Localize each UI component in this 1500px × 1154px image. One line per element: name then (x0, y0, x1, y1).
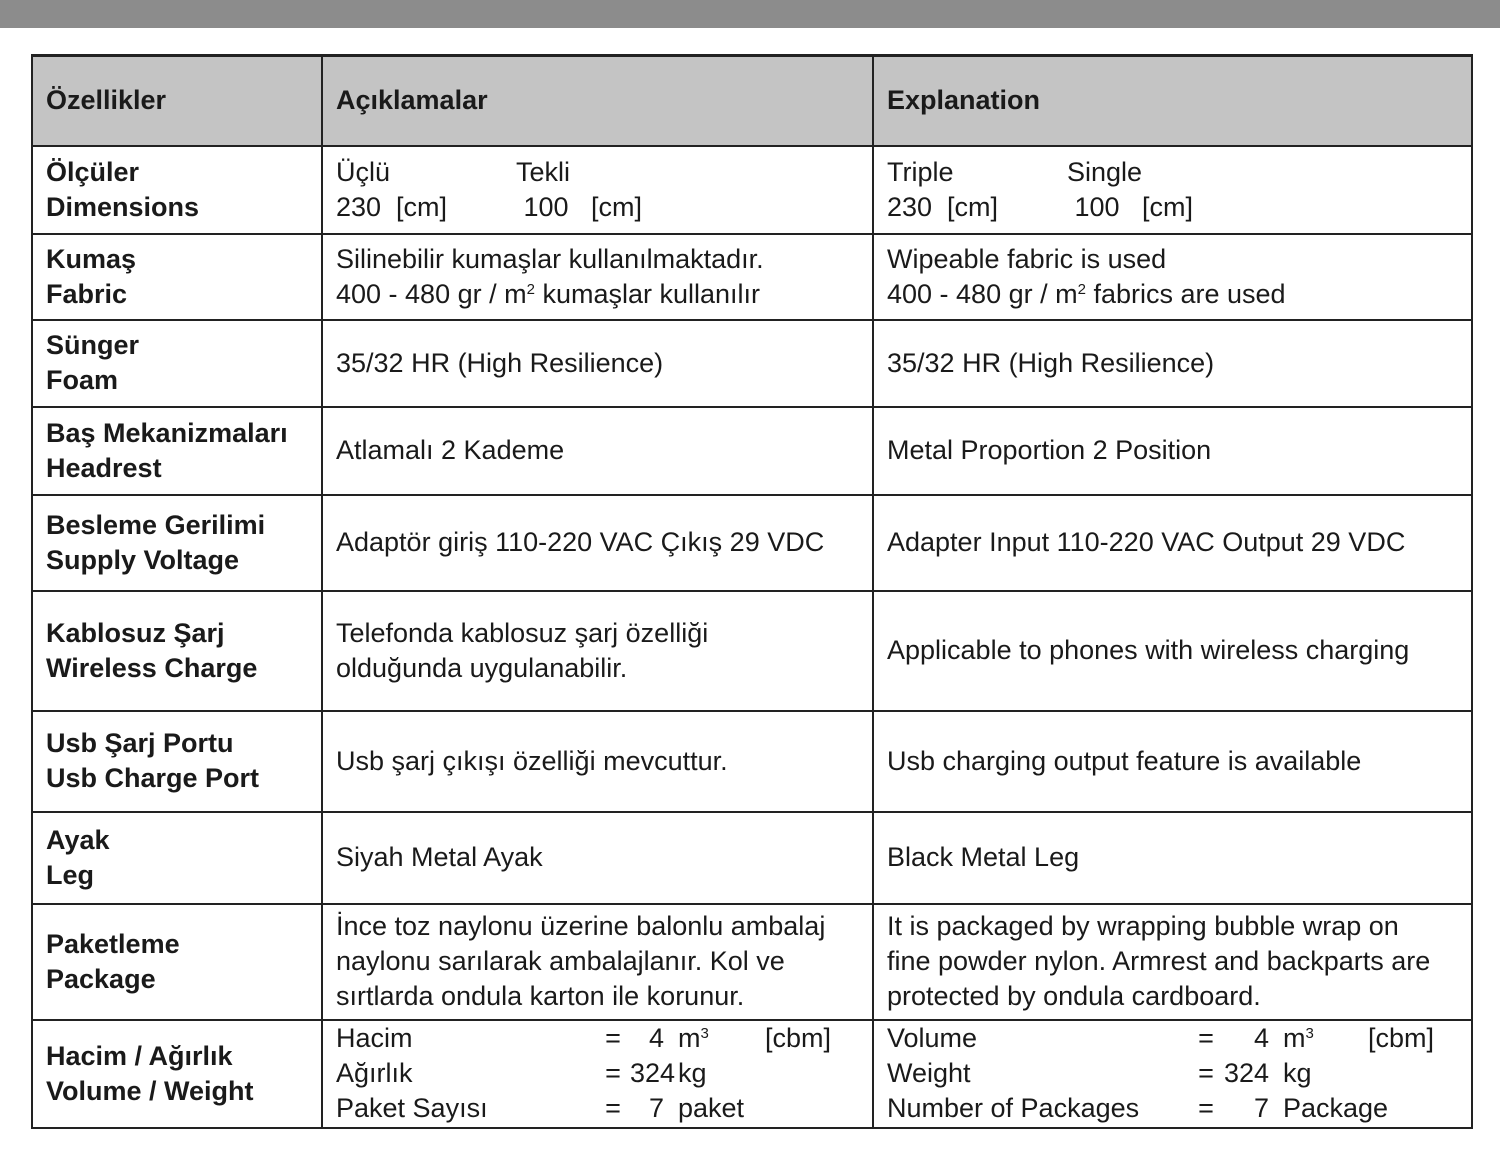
volume-weight-tr: Hacim = 4 $m^3$ [cbm] Ağırlık = 324 kg Paket Sayısı = 7 paket (322, 1020, 873, 1128)
row-fabric (32, 234, 1472, 320)
en-volume-value: 4 (1253, 1023, 1269, 1053)
foam-label-tr: Sünger (46, 330, 140, 360)
wireless-tr (322, 591, 873, 711)
volume-weight-en: Volume = 4 $m^3$ [cbm] Weight = 324 kg Number of Packages = 7 Package (873, 1020, 1472, 1128)
wireless-label (32, 591, 322, 711)
voltage-label-tr: Besleme Gerilimi (46, 509, 266, 540)
leg-en: Black Metal Leg (873, 812, 1472, 904)
tr-packages-label: Paket Sayısı (336, 1093, 488, 1123)
package-en (873, 904, 1472, 1020)
usb-label (32, 711, 322, 812)
row-dimensions (32, 146, 1472, 234)
leg-label (32, 812, 322, 904)
en-volume-unit: $m^3$ (1283, 1023, 1314, 1053)
wireless-en: Applicable to phones with wireless charging (873, 591, 1472, 711)
dimensions-label-tr: Ölçüler (46, 156, 140, 187)
wireless-label-tr: Kablosuz Şarj (46, 617, 225, 648)
wireless-tr-line2: olduğunda uygulanabilir. (336, 652, 628, 683)
row-leg (32, 812, 1472, 904)
fabric-label (32, 234, 322, 320)
row-headrest (32, 407, 1472, 495)
package-label (32, 904, 322, 1020)
en-packages-value: 7 (1253, 1093, 1269, 1123)
fabric-label-en: Fabric (46, 278, 128, 309)
foam-label (32, 320, 322, 407)
package-tr (322, 904, 873, 1020)
fabric-tr-line1: Silinebilir kumaşlar kullanılmaktadır. (336, 243, 764, 274)
volume-weight-label (32, 1020, 322, 1128)
leg-tr: Siyah Metal Ayak (322, 812, 873, 904)
row-volume-weight (32, 1020, 1472, 1128)
row-package (32, 904, 1472, 1020)
tr-packages-value: 7 (648, 1093, 664, 1123)
dimensions-label (32, 146, 322, 234)
leg-label-tr: Ayak (46, 824, 110, 855)
en-packages-unit: Package (1283, 1093, 1389, 1123)
package-tr-line1: İnce toz naylonu üzerine balonlu ambalaj (336, 911, 826, 941)
dimensions-tr-single: Tekli (516, 156, 571, 187)
tr-weight-label: Ağırlık (336, 1058, 413, 1088)
row-usb-charge-port (32, 711, 1472, 812)
fabric-tr (322, 234, 873, 320)
volume-weight-label-tr: Hacim / Ağırlık (46, 1040, 233, 1071)
package-en-line1: It is packaged by wrapping bubble wrap on (887, 911, 1399, 941)
header-descriptions-tr: Açıklamalar (322, 56, 873, 146)
tr-packages-unit: paket (678, 1093, 745, 1123)
en-weight-value: 324 (1223, 1058, 1269, 1088)
wireless-tr-line1: Telefonda kablosuz şarj özelliği (336, 617, 709, 648)
headrest-label-tr: Baş Mekanizmaları (46, 417, 288, 448)
usb-label-en: Usb Charge Port (46, 763, 260, 793)
en-weight-label: Weight (887, 1058, 971, 1088)
tr-volume-label: Hacim (336, 1023, 413, 1053)
package-label-tr: Paketleme (46, 928, 180, 959)
dimensions-en-triple: Triple (887, 156, 954, 187)
fabric-en-line1: Wipeable fabric is used (887, 243, 1167, 274)
header-features: Özellikler (32, 56, 322, 146)
foam-tr: 35/32 HR (High Resilience) (322, 320, 873, 407)
dimensions-en-single: Single (1067, 156, 1143, 187)
dimensions-en-triple-value: 230 [cm] (887, 191, 999, 222)
tr-weight-unit: kg (678, 1058, 707, 1088)
dimensions-en (873, 146, 1472, 234)
usb-en: Usb charging output feature is available (873, 711, 1472, 812)
en-volume-label: Volume (887, 1023, 978, 1053)
dimensions-tr-triple-value: 230 [cm] (336, 191, 448, 222)
fabric-tr-line2: 400 - 480 gr / $m^2$ kumaşlar kullanılır (336, 278, 761, 309)
package-tr-line3: sırtlarda ondula karton ile korunur. (336, 981, 745, 1011)
voltage-tr: Adaptör giriş 110-220 VAC Çıkış 29 VDC (322, 495, 873, 591)
package-en-line3: protected by ondula cardboard. (887, 981, 1261, 1011)
fabric-en-line2: 400 - 480 gr / $m^2$ fabrics are used (887, 278, 1286, 309)
top-gray-bar (0, 0, 1500, 28)
dimensions-label-en: Dimensions (46, 191, 200, 222)
headrest-tr: Atlamalı 2 Kademe (322, 407, 873, 495)
foam-label-en: Foam (46, 365, 119, 395)
tr-volume-value: 4 (648, 1023, 664, 1053)
specification-table (31, 54, 1473, 1129)
en-packages-label: Number of Packages (887, 1093, 1140, 1123)
package-label-en: Package (46, 963, 156, 994)
wireless-label-en: Wireless Charge (46, 652, 258, 683)
voltage-label (32, 495, 322, 591)
voltage-label-en: Supply Voltage (46, 544, 240, 575)
headrest-label (32, 407, 322, 495)
foam-en: 35/32 HR (High Resilience) (873, 320, 1472, 407)
fabric-en (873, 234, 1472, 320)
fabric-label-tr: Kumaş (46, 243, 137, 274)
dimensions-tr-triple: Üçlü (336, 156, 391, 187)
package-en-line2: fine powder nylon. Armrest and backparts are (887, 946, 1431, 976)
tr-weight-value: 324 (630, 1058, 676, 1088)
package-tr-line2: naylonu sarılarak ambalajlanır. Kol ve (336, 946, 785, 976)
row-supply-voltage (32, 495, 1472, 591)
dimensions-tr (322, 146, 873, 234)
en-weight-unit: kg (1283, 1058, 1312, 1088)
tr-volume-unit: $m^3$ (678, 1023, 709, 1053)
headrest-label-en: Headrest (46, 452, 162, 483)
volume-weight-label-en: Volume / Weight (46, 1075, 254, 1106)
usb-label-tr: Usb Şarj Portu (46, 728, 234, 758)
dimensions-tr-single-value: 100 [cm] (516, 191, 643, 222)
row-wireless-charge (32, 591, 1472, 711)
header-explanation-en: Explanation (873, 56, 1472, 146)
voltage-en: Adapter Input 110-220 VAC Output 29 VDC (873, 495, 1472, 591)
headrest-en: Metal Proportion 2 Position (873, 407, 1472, 495)
leg-label-en: Leg (46, 859, 95, 890)
usb-tr: Usb şarj çıkışı özelliği mevcuttur. (322, 711, 873, 812)
row-foam (32, 320, 1472, 407)
dimensions-en-single-value: 100 [cm] (1067, 191, 1194, 222)
header-row (32, 56, 1472, 146)
